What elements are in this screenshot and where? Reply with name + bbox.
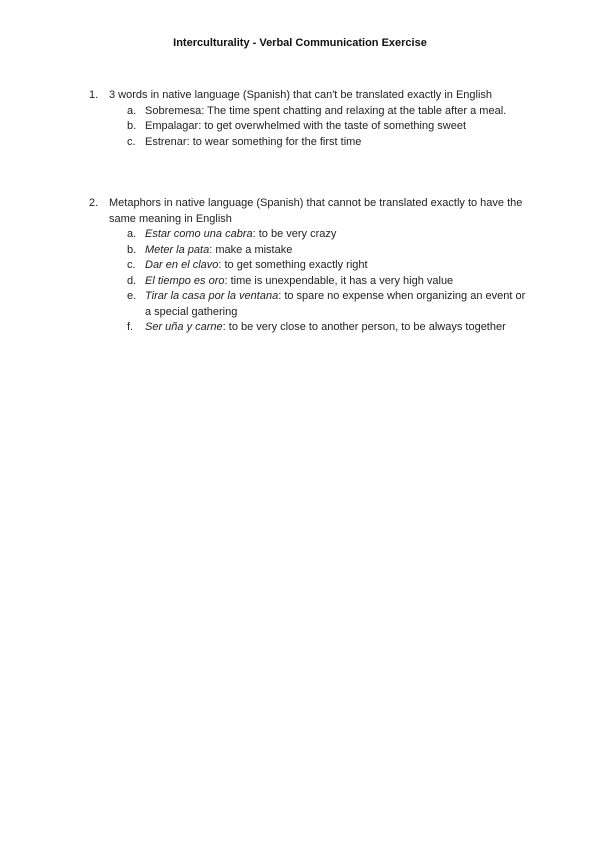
section-1-list: [89, 88, 529, 150]
section-1-items: [109, 104, 529, 151]
section-2-list: [89, 196, 529, 336]
item-letter: a.: [127, 104, 137, 117]
item-letter: b.: [127, 243, 137, 256]
list-item: [109, 104, 529, 120]
section-1-number: 1.: [89, 89, 99, 101]
item-term: Estrenar: [145, 135, 187, 148]
item-definition: : to get overwhelmed with the taste of something sweet: [198, 120, 467, 132]
item-term: Estar como una cabra: [145, 228, 253, 240]
list-item: [109, 289, 529, 320]
item-definition: : to spare no expense when organizing an event or a special gathering: [145, 290, 526, 318]
item-definition: : to be very crazy: [252, 228, 337, 240]
item-term: Ser uña y carne: [145, 321, 223, 333]
item-definition: : The time spent chatting and relaxing at the table after a meal.: [201, 104, 507, 117]
list-item: [109, 243, 529, 259]
section-2-heading: Metaphors in native language (Spanish) that cannot be translated exactly to have the same meaning in English: [109, 197, 523, 225]
document-title: Interculturality - Verbal Communication Exercise: [173, 37, 427, 49]
item-term: Sobremesa: [145, 104, 202, 117]
item-term: Meter la pata: [145, 243, 210, 256]
list-item: [109, 320, 529, 336]
item-term: Empalagar: [145, 120, 199, 132]
item-letter: e.: [127, 290, 137, 302]
item-definition: : to wear something for the first time: [186, 135, 362, 148]
section-2-number: 2.: [89, 197, 99, 209]
section-1-heading: 3 words in native language (Spanish) that can't be translated exactly in English: [109, 89, 493, 101]
list-item: [109, 274, 529, 290]
section-2-items: [109, 227, 529, 336]
section-1: [89, 88, 529, 150]
item-term: Dar en el clavo: [145, 259, 219, 271]
item-letter: c.: [127, 259, 136, 271]
list-item: [109, 227, 529, 243]
list-item: [109, 135, 529, 151]
section-2: [89, 196, 529, 336]
item-term: El tiempo es oro: [145, 274, 225, 287]
list-item: [109, 119, 529, 135]
item-letter: a.: [127, 228, 137, 240]
item-definition: : to be very close to another person, to be always together: [222, 321, 506, 333]
item-letter: f.: [127, 321, 134, 333]
item-definition: : time is unexpendable, it has a very high value: [224, 274, 454, 287]
item-definition: : make a mistake: [209, 243, 293, 256]
item-letter: c.: [127, 135, 136, 148]
item-letter: d.: [127, 274, 137, 287]
item-letter: b.: [127, 120, 137, 132]
list-item: [109, 258, 529, 274]
item-term: Tirar la casa por la ventana: [145, 290, 279, 302]
item-definition: : to get something exactly right: [218, 259, 368, 271]
